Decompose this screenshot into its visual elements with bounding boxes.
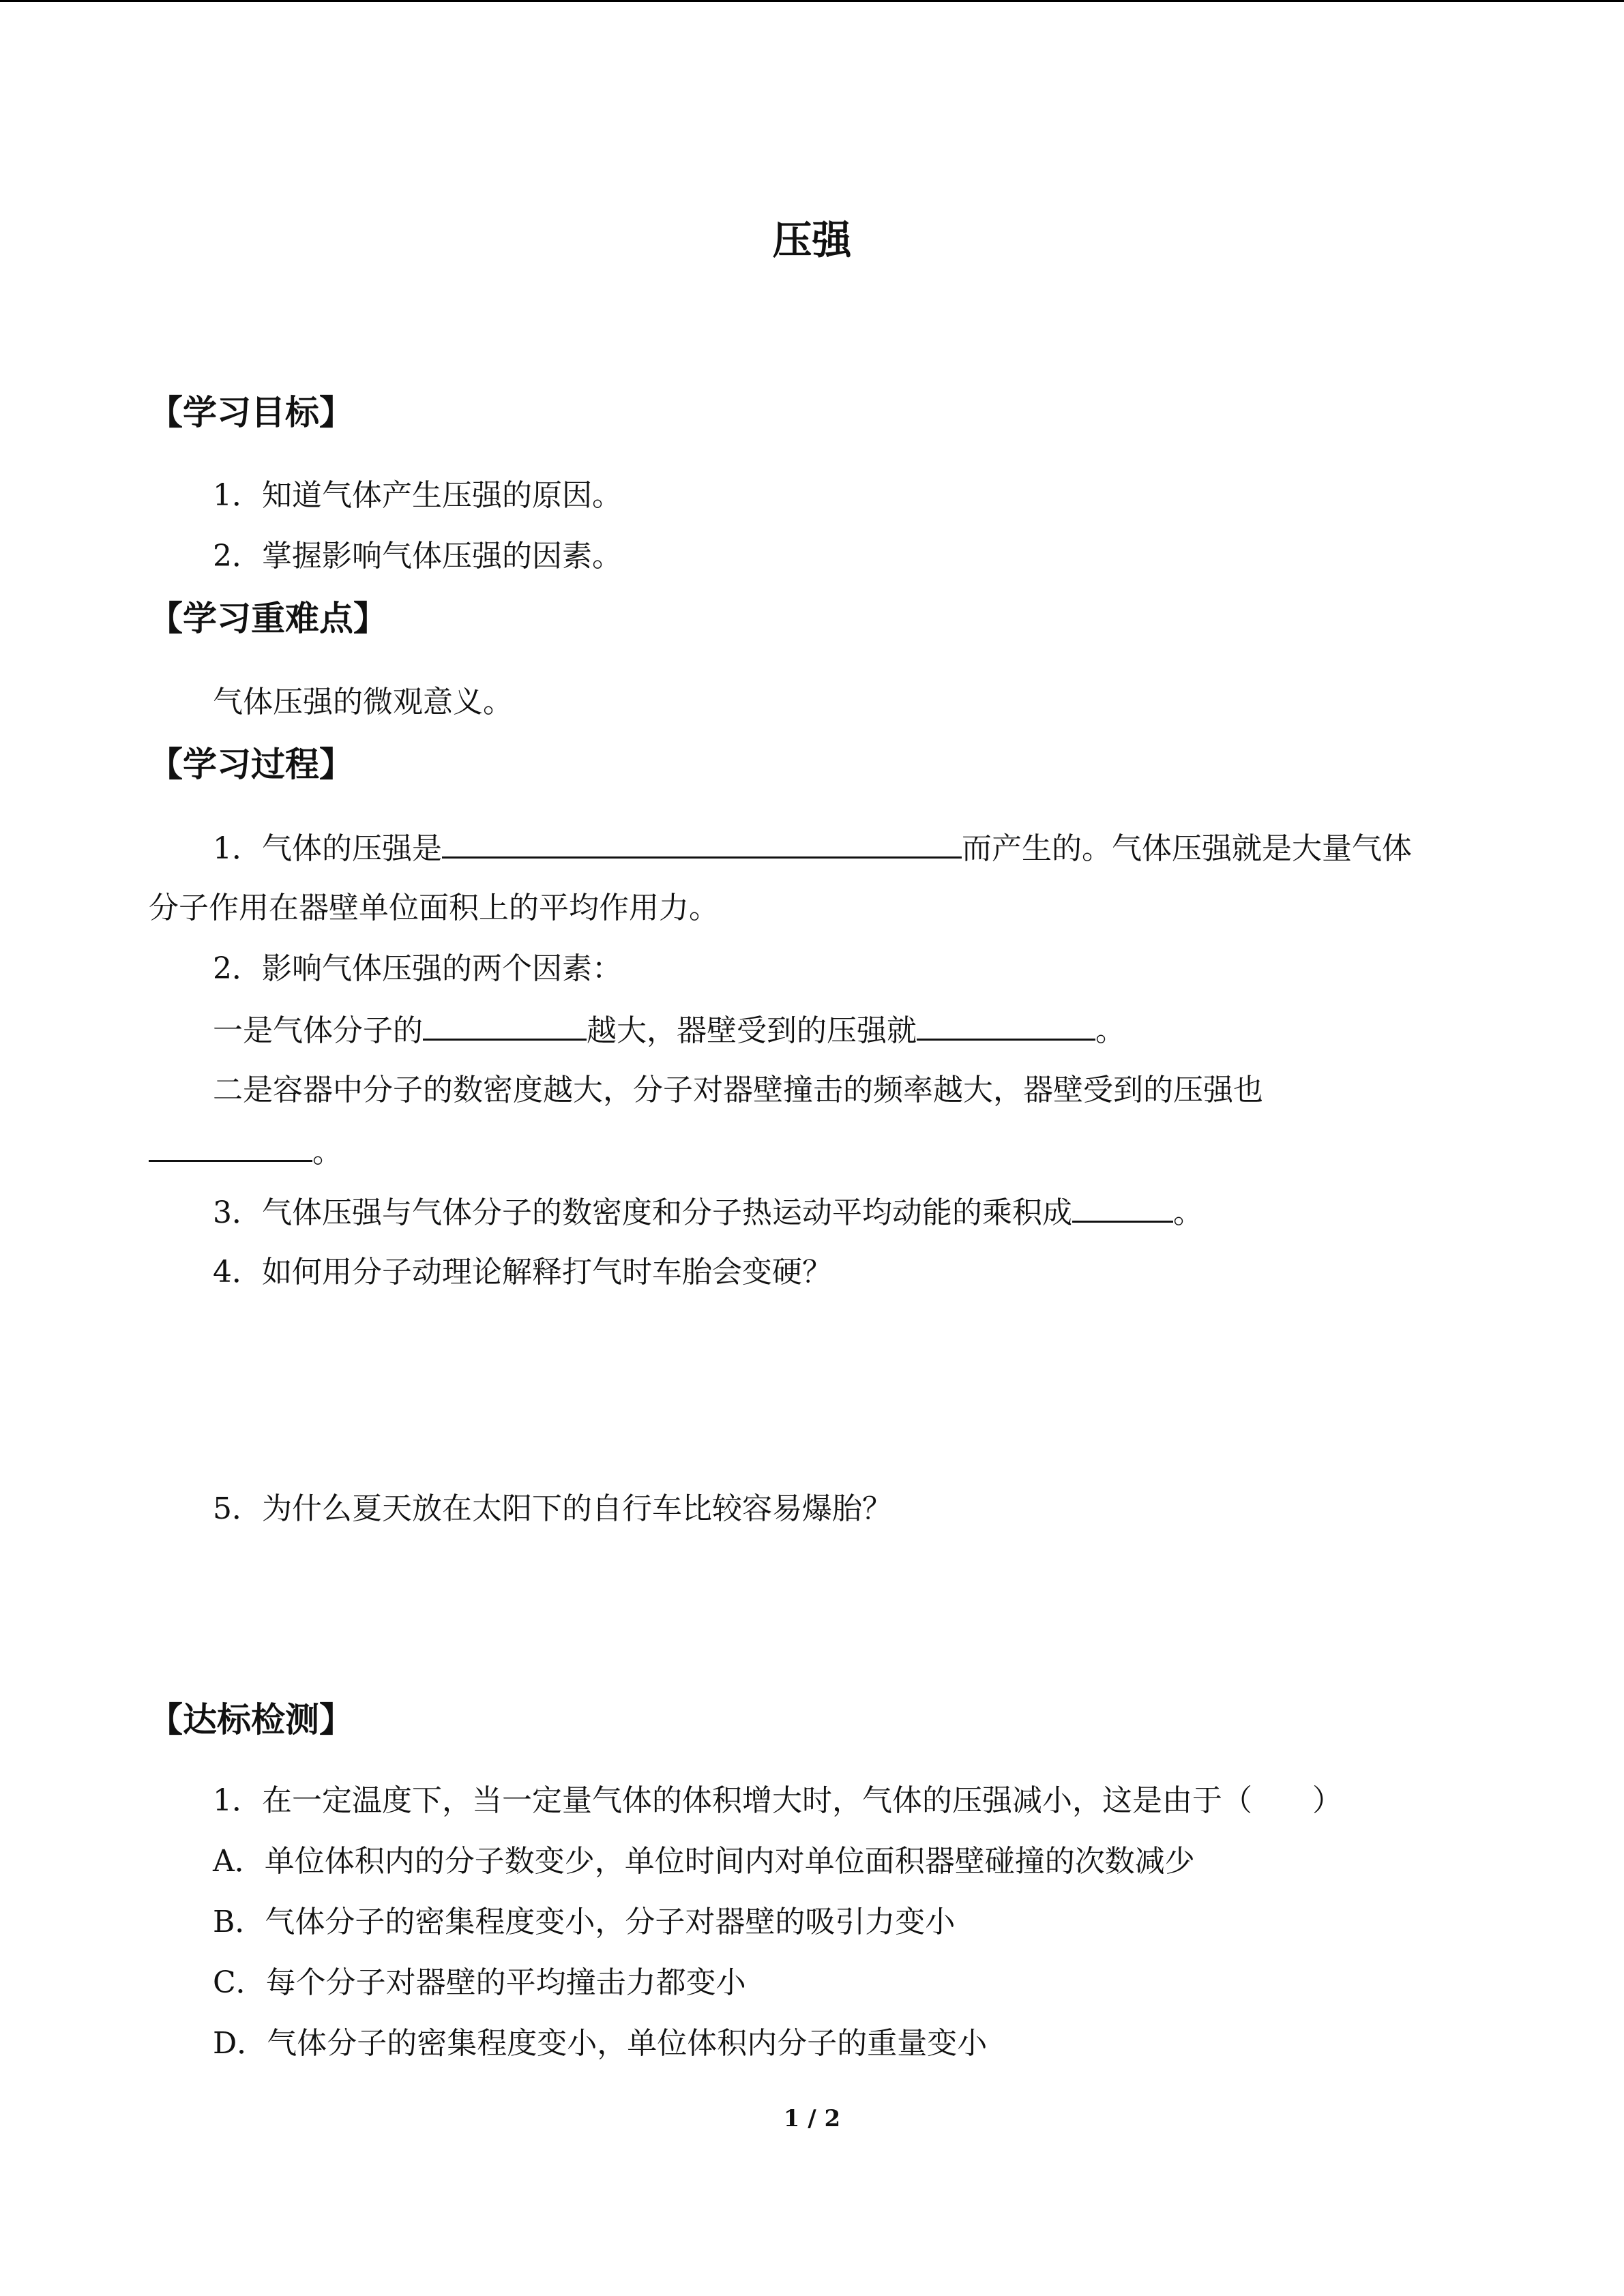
- process-q1-continued: 分子作用在器壁单位面积上的平均作用力。: [149, 891, 719, 925]
- process-q1: [213, 825, 1412, 871]
- option-b: B．气体分子的密集程度变小，分子对器壁的吸引力变小: [213, 1905, 956, 1939]
- q3-prefix: 3．气体压强与气体分子的数密度和分子热运动平均动能的乘积成: [213, 1195, 1072, 1230]
- fill-blank[interactable]: [1072, 1189, 1173, 1223]
- fill-blank[interactable]: [442, 825, 962, 859]
- process-q2: 2．影响气体压强的两个因素：: [213, 951, 622, 986]
- q1-prefix: 1．气体的压强是: [213, 831, 442, 866]
- fill-blank[interactable]: [917, 1007, 1095, 1041]
- fill-blank[interactable]: [149, 1129, 312, 1162]
- process-q3: [213, 1189, 1203, 1236]
- fill-blank[interactable]: [423, 1007, 587, 1041]
- heading-assessment: 【达标检测】: [149, 1700, 353, 1740]
- key-point-text: 气体压强的微观意义。: [213, 685, 513, 719]
- heading-objectives: 【学习目标】: [149, 393, 353, 432]
- top-border: [0, 0, 1624, 2]
- option-c: C．每个分子对器壁的平均撞击力都变小: [213, 1965, 746, 2000]
- q2a-prefix: 一是气体分子的: [213, 1013, 423, 1048]
- process-q2b: 二是容器中分子的数密度越大，分子对器壁撞击的频率越大，器壁受到的压强也: [213, 1073, 1263, 1107]
- q2a-suffix: 。: [1095, 1013, 1125, 1048]
- page-title: 压强: [772, 217, 852, 263]
- heading-key-points: 【学习重难点】: [149, 599, 387, 638]
- process-q5: 5．为什么夏天放在太阳下的自行车比较容易爆胎？: [213, 1491, 892, 1526]
- option-a: A．单位体积内的分子数变少，单位时间内对单位面积器壁碰撞的次数减少: [213, 1844, 1195, 1879]
- page-number: 1 / 2: [783, 2105, 841, 2132]
- objective-item: 2．掌握影响气体压强的因素。: [213, 539, 622, 573]
- q1-suffix: 而产生的。气体压强就是大量气体: [962, 831, 1412, 866]
- process-q2b-continued: [149, 1129, 342, 1175]
- q2b-suffix: 。: [312, 1135, 342, 1169]
- process-q4: 4．如何用分子动理论解释打气时车胎会变硬？: [213, 1255, 832, 1289]
- heading-process: 【学习过程】: [149, 745, 353, 784]
- objective-item: 1．知道气体产生压强的原因。: [213, 478, 622, 513]
- assessment-question: 1．在一定温度下，当一定量气体的体积增大时，气体的压强减小，这是由于（ ）: [213, 1783, 1342, 1818]
- q3-suffix: 。: [1173, 1195, 1203, 1230]
- option-d: D．气体分子的密集程度变小，单位体积内分子的重量变小: [213, 2026, 988, 2061]
- process-q2a: [213, 1007, 1125, 1054]
- q2a-middle: 越大，器壁受到的压强就: [587, 1013, 917, 1048]
